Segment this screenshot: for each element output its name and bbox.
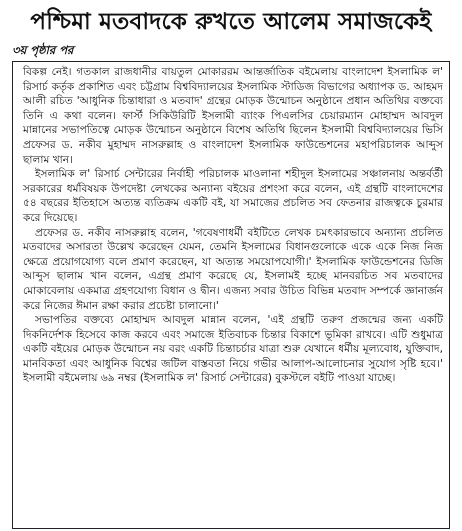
article-paragraph-4: সভাপতির বক্তব্যে মোহাম্মদ আবদুল মান্নান বলেন, 'এই গ্রন্থটি তরুণ প্রজন্মের জন্য একটি দিকনির্দেশক হিসেবে কাজ করবে এবং সমাজে ইতিবাচক চিন্তার বিকাশে ভূমিকা রাখবে। এটি শুধুমাত্র একটি বইয়ের মোড়ক উন্মোচন নয় বরং একটি চিন্তাচর্চার যাত্রা শুরু যেখানে ধর্মীয় মূল্যবোধ, যুক্তিবাদ, মানবিকতা এবং আধুনিক বিশ্বের জটিল বাস্তবতা নিয়ে গভীর আলাপ-আলোচনার সুযোগ সৃষ্টি হবে।' ইসলামী বইমেলায় ৬৯ নম্বর (ইসলামিক ল' রিসার্চ সেন্টারের) বুকস্টলে বইটি পাওয়া যাচ্ছে। xyxy=(23,314,443,385)
article-body xyxy=(12,61,450,529)
article-paragraph-3: প্রফেসর ড. নকীব নাসরুল্লাহ বলেন, 'গবেষণাধর্মী বইটিতে লেখক চমৎকারভাবে অন্যান্য প্রচলিত মতবাদের অসারতা উল্লেখ করেছেন যেমন, তেমনি ইসলামের বিধানগুলোকে একে একে নিজ নিজ ক্ষেত্রে প্রয়োগযোগ্য বলে প্রমাণ করেছেন, যা অত্যন্ত সময়োপযোগী।' ইসলামিক ফাউন্ডেশনের ডিজি আব্দুস ছালাম খান বলেন, এগ্রন্থ প্রমাণ করেছে যে, ইসলামই হচ্ছে মানবরচিত সব মতবাদের মোকাবেলায় একমাত্র গ্রহণযোগ্য বিধান ও দ্বীন। এজন্য সবার উচিত বিভিন্ন মতবাদ সম্পর্কে জ্ঞানার্জন করে নিজের ঈমান রক্ষা করার প্রচেষ্টা চালানো।' xyxy=(23,226,443,312)
article-paragraph-2: ইসলামিক ল' রিসার্চ সেন্টারের নির্বাহী পরিচালক মাওলানা শহীদুল ইসলামের সঞ্চালনায় অন্তর্বর্তী সরকারের ধর্মবিষয়ক উপদেষ্টা লেখকের অন্যান্য বইয়ের প্রশংসা করে বলেন, এই গ্রন্থটি বাংলাদেশের ৫৪ বছরের ইতিহাসে অত্যন্ত ব্যতিক্রম একটি বই, যা সমাজের প্রচলিত সব ফেতনার রাজত্বকে চুরমার করে দিয়েছে। xyxy=(23,168,443,224)
headline: পশ্চিমা মতবাদকে রুখতে আলেম সমাজকেই xyxy=(30,9,432,35)
article-paragraph-1: বিকল্প নেই। গতকাল রাজধানীর বায়তুল মোকাররম আন্তর্জাতিক বইমেলায় বাংলাদেশ ইসলামিক ল' রিসার্চ কর্তৃক প্রকাশিত এবং চট্টগ্রাম বিশ্ববিদ্যালয়ের ইসলামিক স্টাডিজ বিভাগের অধ্যাপক ড. আহমদ আলী রচিত 'আধুনিক চিন্তাধারা ও মতবাদ' গ্রন্থের মোড়ক উন্মোচন অনুষ্ঠানে প্রধান অতিথির বক্তব্যে তিনি এ কথা বলেন। ফার্স্ট সিকিউরিটি ইসলামী ব্যাংক পিএলসির চেয়ারম্যান মোহাম্মদ আবদুল মান্নানের সভাপতিত্বে মোড়ক উন্মোচন অনুষ্ঠানে বিশেষ অতিথি ছিলেন ইসলামী বিশ্ববিদ্যালয়ের ভিসি প্রফেসর ড. নকীব মুহাম্মদ নাসরুল্লাহ ও বাংলাদেশ ইসলামিক ফাউন্ডেশনের মহাপরিচালক আব্দুস ছালাম খান। xyxy=(23,66,443,166)
continued-from-label: ৩য় পৃষ্ঠার পর xyxy=(12,43,74,57)
